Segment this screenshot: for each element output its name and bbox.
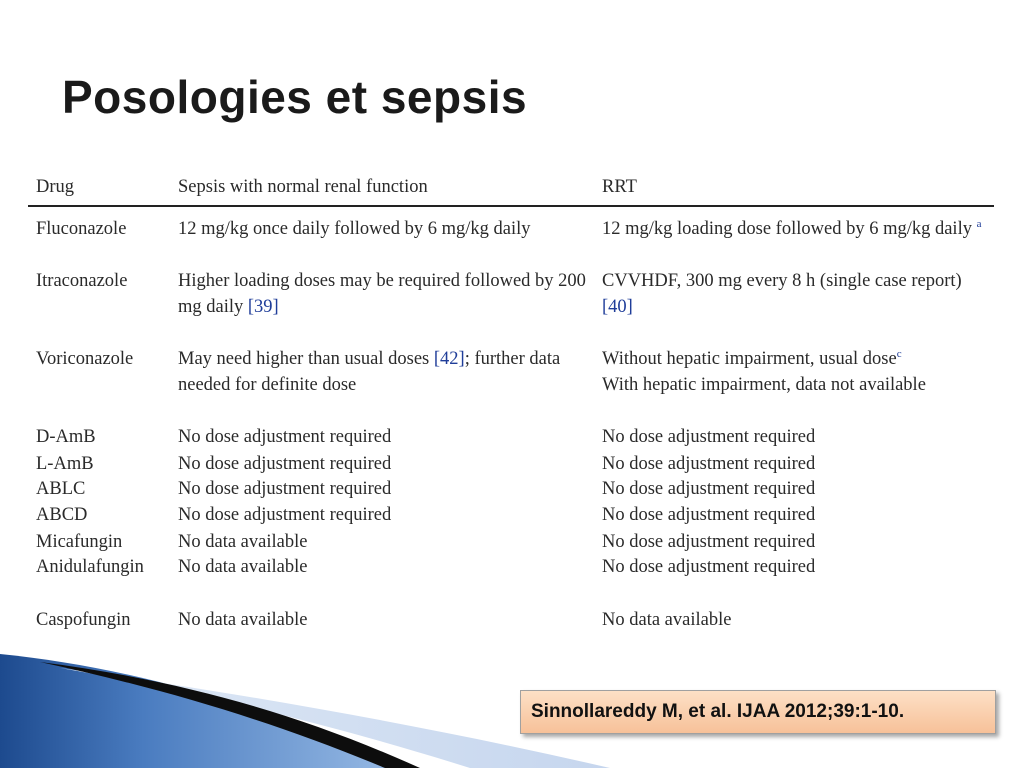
rrt-dose: No dose adjustment required	[602, 454, 816, 474]
sepsis-dose	[178, 347, 588, 398]
rrt-dose: No data available	[602, 610, 732, 630]
table-row	[28, 530, 994, 555]
reference-link[interactable]: [42]	[433, 349, 465, 369]
table-row	[28, 503, 994, 530]
rrt-dose	[602, 347, 994, 398]
sepsis-dose: No data available	[178, 557, 308, 577]
drug-name: D-AmB	[36, 427, 96, 447]
citation-box: Sinnollareddy M, et al. IJAA 2012;39:1-10.	[520, 690, 996, 734]
sepsis-text: Higher loading doses may be required followed by 200 mg daily	[178, 271, 586, 317]
sepsis-dose: No dose adjustment required	[178, 454, 392, 474]
reference-link[interactable]: [40]	[602, 296, 633, 317]
drug-name: Caspofungin	[36, 610, 131, 630]
footnote-marker: c	[896, 347, 902, 360]
sepsis-dose: No dose adjustment required	[178, 505, 392, 525]
rrt-dose	[602, 269, 994, 320]
drug-name: ABCD	[36, 505, 88, 525]
sepsis-dose: No dose adjustment required	[178, 427, 392, 447]
sepsis-dose: No data available	[178, 532, 308, 552]
sepsis-dose: 12 mg/kg once daily followed by 6 mg/kg daily	[178, 219, 531, 239]
table-row	[28, 269, 994, 347]
drug-name: Itraconazole	[36, 271, 128, 291]
table-row	[28, 425, 994, 452]
rrt-text: CVVHDF, 300 mg every 8 h (single case report)	[602, 271, 962, 291]
header-drug: Drug	[36, 177, 75, 197]
drug-name: Anidulafungin	[36, 557, 144, 577]
rrt-dose	[602, 217, 994, 243]
sepsis-dose: No dose adjustment required	[178, 479, 392, 499]
sepsis-text-cont: ; further data needed for definite dose	[178, 349, 561, 395]
rrt-dose: No dose adjustment required	[602, 479, 816, 499]
footnote-marker: a	[976, 217, 982, 230]
rrt-text: Without hepatic impairment, usual dose	[602, 349, 897, 369]
table-row	[28, 347, 994, 425]
table-row	[28, 452, 994, 477]
drug-name: Micafungin	[36, 532, 123, 552]
header-sepsis: Sepsis with normal renal function	[178, 177, 428, 197]
rrt-dose: No dose adjustment required	[602, 532, 816, 552]
table-header	[28, 170, 994, 207]
table-row	[28, 217, 994, 269]
dosing-table	[28, 170, 994, 634]
header-rrt: RRT	[602, 177, 637, 197]
drug-name: ABLC	[36, 479, 86, 499]
drug-name: Voriconazole	[36, 349, 134, 369]
rrt-text-line2: With hepatic impairment, data not available	[602, 374, 926, 395]
table-row	[28, 477, 994, 503]
rrt-dose: No dose adjustment required	[602, 557, 816, 577]
rrt-dose: No dose adjustment required	[602, 505, 816, 525]
table-row	[28, 608, 994, 634]
sepsis-dose: No data available	[178, 610, 308, 630]
table-row	[28, 555, 994, 608]
drug-name: Fluconazole	[36, 219, 127, 239]
drug-name: L-AmB	[36, 454, 94, 474]
rrt-dose: No dose adjustment required	[602, 427, 816, 447]
sepsis-dose	[178, 269, 588, 320]
slide-title: Posologies et sepsis	[62, 71, 528, 123]
reference-link[interactable]: [39]	[247, 296, 279, 317]
rrt-text: 12 mg/kg loading dose followed by 6 mg/kg daily	[602, 219, 972, 239]
sepsis-text: May need higher than usual doses	[178, 349, 430, 369]
